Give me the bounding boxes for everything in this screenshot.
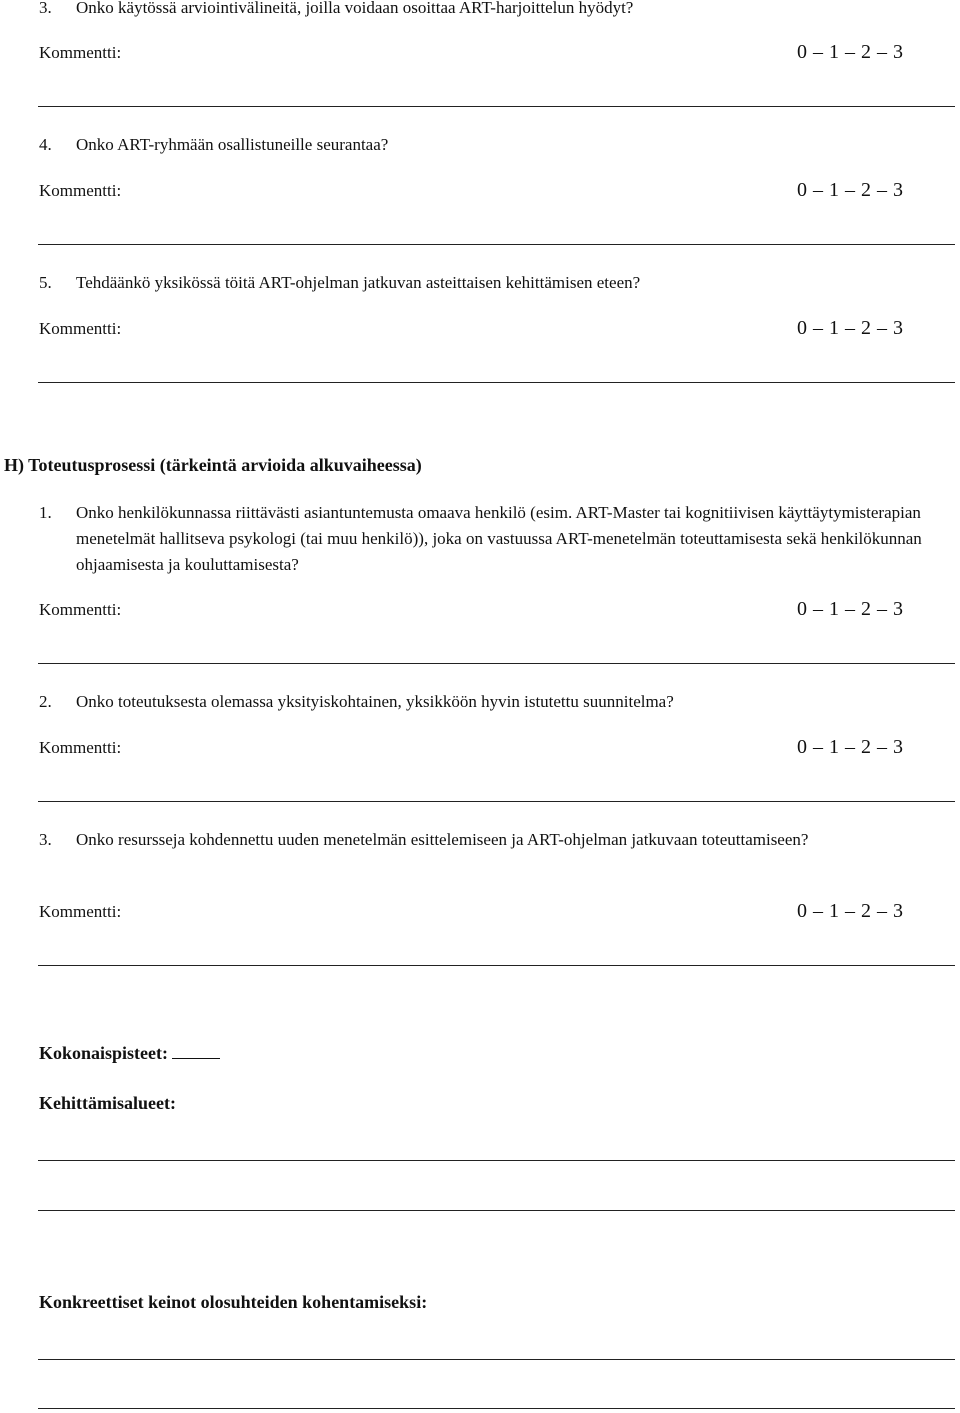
answer-line[interactable]	[38, 663, 955, 664]
rating-scale[interactable]: 0 – 1 – 2 – 3	[797, 179, 904, 201]
answer-line[interactable]	[38, 106, 955, 107]
question-text: Onko resursseja kohdennettu uuden menetelmän esittelemiseen ja ART-ohjelman jatkuvaan toteuttamiseen?	[76, 830, 809, 849]
comment-label: Kommentti:	[39, 738, 122, 757]
question-number: 3.	[39, 830, 52, 849]
rating-scale[interactable]: 0 – 1 – 2 – 3	[797, 317, 904, 339]
total-points-label: Kokonaispisteet:	[39, 1043, 169, 1063]
answer-line[interactable]	[38, 1160, 955, 1161]
answer-line[interactable]	[38, 1210, 955, 1211]
question-text: Onko käytössä arviointivälineitä, joilla voidaan osoittaa ART-harjoittelun hyödyt?	[76, 0, 634, 17]
rating-scale[interactable]: 0 – 1 – 2 – 3	[797, 900, 904, 922]
rating-scale[interactable]: 0 – 1 – 2 – 3	[797, 736, 904, 758]
comment-label: Kommentti:	[39, 902, 122, 921]
concrete-means-label: Konkreettiset keinot olosuhteiden kohentamiseksi:	[39, 1292, 428, 1312]
question-text: Onko toteutuksesta olemassa yksityiskohtainen, yksikköön hyvin istutettu suunnitelma?	[76, 692, 674, 711]
total-points-blank[interactable]	[172, 1044, 220, 1059]
total-points	[39, 1043, 220, 1064]
answer-line[interactable]	[38, 1359, 955, 1360]
development-areas-label: Kehittämisalueet:	[39, 1093, 176, 1113]
question-number: 4.	[39, 135, 52, 154]
answer-line[interactable]	[38, 382, 955, 383]
answer-line[interactable]	[38, 1408, 955, 1409]
rating-scale[interactable]: 0 – 1 – 2 – 3	[797, 41, 904, 63]
section-heading: H) Toteutusprosessi (tärkeintä arvioida alkuvaiheessa)	[4, 455, 422, 475]
answer-line[interactable]	[38, 965, 955, 966]
comment-label: Kommentti:	[39, 181, 122, 200]
answer-line[interactable]	[38, 801, 955, 802]
question-number: 2.	[39, 692, 52, 711]
question-number: 5.	[39, 273, 52, 292]
answer-line[interactable]	[38, 244, 955, 245]
comment-label: Kommentti:	[39, 600, 122, 619]
comment-label: Kommentti:	[39, 319, 122, 338]
comment-label: Kommentti:	[39, 43, 122, 62]
question-text: Onko ART-ryhmään osallistuneille seurantaa?	[76, 135, 389, 154]
question-text: Tehdäänkö yksikössä töitä ART-ohjelman jatkuvan asteittaisen kehittämisen eteen?	[76, 273, 641, 292]
question-number: 3.	[39, 0, 52, 17]
question-text: Onko henkilökunnassa riittävästi asiantuntemusta omaava henkilö (esim. ART-Master tai kognitiivisen käyttäytymisterapian menetelmät hallitseva psykologi (tai muu henkilö)), joka on vastuussa ART-menetelmän toteuttamisesta sekä henkilökunnan ohjaamisesta ja kouluttamisesta?	[76, 503, 922, 574]
question-number: 1.	[39, 503, 52, 522]
rating-scale[interactable]: 0 – 1 – 2 – 3	[797, 598, 904, 620]
